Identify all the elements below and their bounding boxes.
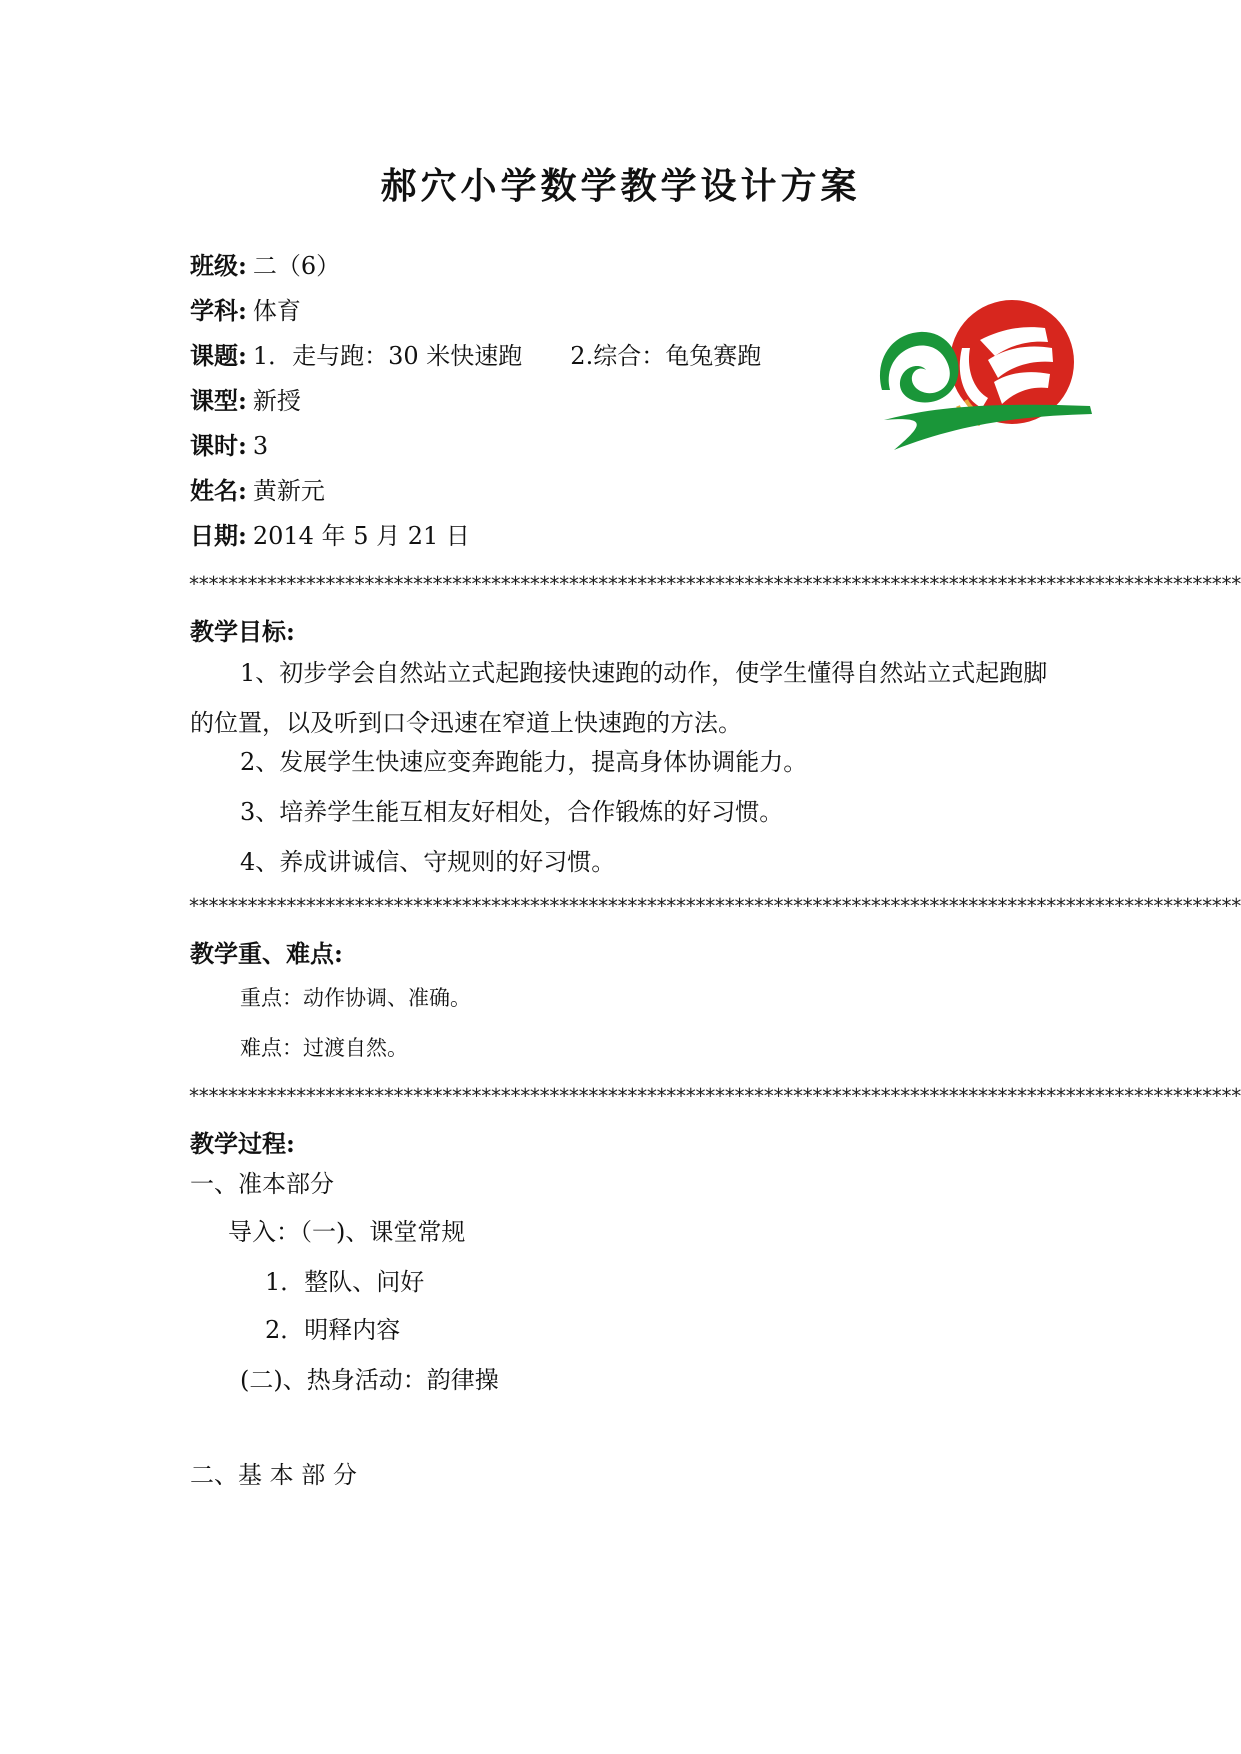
- topic-value-2: 2.综合：龟兔赛跑: [570, 342, 762, 370]
- part1-heading: 一、准本部分: [190, 1170, 334, 1198]
- objective-item: 1、初步学会自然站立式起跑接快速跑的动作，使学生懂得自然站立式起跑脚的位置，以及听到口令迅速在窄道上快速跑的方法。: [190, 659, 1048, 737]
- hours-row: [190, 430, 268, 462]
- hours-value: 3: [252, 432, 269, 460]
- type-row: [190, 385, 301, 417]
- objective-item: 3、培养学生能互相友好相处，合作锻炼的好习惯。: [240, 798, 784, 826]
- date-label: 日期:: [190, 521, 247, 550]
- separator-line: ************************************************************************************************************: [188, 894, 1241, 918]
- subject-row: [190, 295, 301, 327]
- topic-value-1: 1．走与跑：30 米快速跑: [252, 342, 523, 370]
- name-value: 黄新元: [252, 477, 325, 505]
- date-row: [190, 520, 470, 552]
- keypoints-heading: 教学重、难点:: [190, 939, 343, 968]
- objectives-heading: 教学目标:: [190, 617, 295, 646]
- separator-line: ************************************************************************************************************: [188, 572, 1241, 596]
- objective-item: 2、发展学生快速应变奔跑能力，提高身体协调能力。: [240, 748, 808, 776]
- type-label: 课型:: [190, 386, 247, 415]
- class-label: 班级:: [190, 251, 247, 280]
- separator-line: ************************************************************************************************************: [188, 1084, 1241, 1108]
- school-logo: [870, 290, 1110, 510]
- date-value: 2014 年 5 月 21 日: [252, 522, 470, 550]
- key-point: 重点：动作协调、准确。: [240, 986, 471, 1010]
- warmup-line: (二)、热身活动：韵律操: [240, 1366, 499, 1394]
- topic-row: [190, 340, 761, 372]
- part2-heading: 二、基 本 部 分: [190, 1461, 357, 1489]
- difficult-point: 难点：过渡自然。: [240, 1036, 408, 1060]
- objective-item: 4、养成讲诚信、守规则的好习惯。: [240, 848, 616, 876]
- step-item: 1．整队、问好: [265, 1268, 425, 1296]
- step-item: 2．明释内容: [265, 1316, 401, 1344]
- subject-value: 体育: [252, 297, 301, 325]
- hours-label: 课时:: [190, 431, 247, 460]
- page-title: 郝穴小学数学教学设计方案: [380, 165, 861, 207]
- type-value: 新授: [252, 387, 301, 415]
- name-label: 姓名:: [190, 476, 247, 505]
- topic-label: 课题:: [190, 341, 247, 370]
- class-value: 二（6）: [252, 252, 341, 280]
- subject-label: 学科:: [190, 296, 247, 325]
- process-heading: 教学过程:: [190, 1129, 295, 1158]
- class-row: [190, 250, 340, 282]
- intro-line: 导入：（一)、课堂常规: [228, 1218, 466, 1246]
- name-row: [190, 475, 325, 507]
